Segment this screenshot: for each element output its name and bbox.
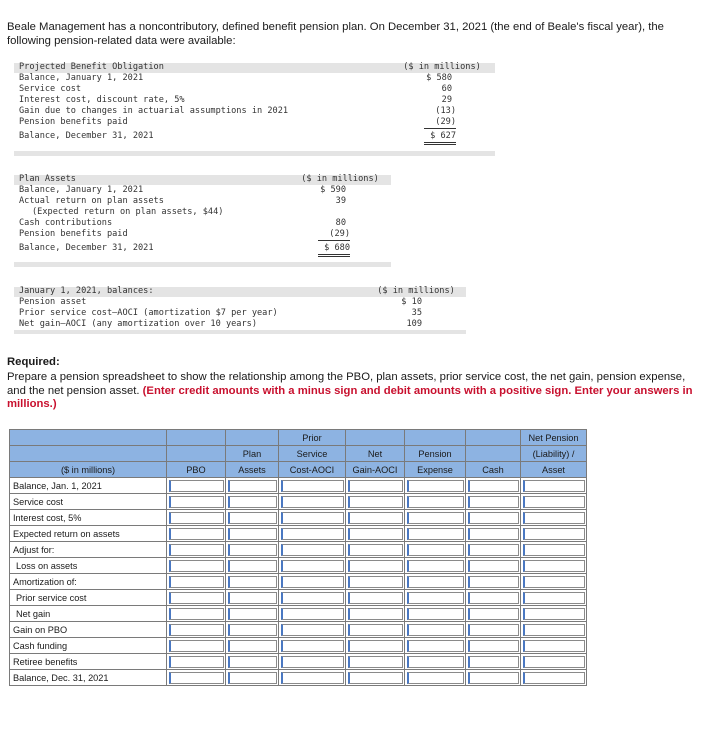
cash-input[interactable] xyxy=(468,640,519,652)
pbo-row-label: Gain due to changes in actuarial assumptions in 2021 xyxy=(19,106,289,116)
assets-value: $ 590 xyxy=(320,185,346,195)
table-row xyxy=(10,526,587,542)
net-pension-asset-input[interactable] xyxy=(523,608,585,620)
assets-row-label: Actual return on plan assets xyxy=(19,196,164,206)
plan-assets-input[interactable] xyxy=(228,560,277,572)
net-pension-asset-input[interactable] xyxy=(523,544,585,556)
required-heading: Required: xyxy=(7,356,60,368)
table-row xyxy=(10,494,587,510)
table-row xyxy=(10,590,587,606)
plan-assets-input[interactable] xyxy=(228,608,277,620)
balances-value: 35 xyxy=(411,308,422,318)
header-row xyxy=(10,462,587,478)
cash-input[interactable] xyxy=(468,608,519,620)
net-pension-asset-input[interactable] xyxy=(523,480,585,492)
balances-row-label: Prior service cost–AOCI (amortization $7 per year) xyxy=(19,308,278,318)
pbo-input[interactable] xyxy=(169,608,224,620)
plan-assets-input[interactable] xyxy=(228,624,277,636)
prior-service-cost-input[interactable] xyxy=(281,560,344,572)
plan-assets-input[interactable] xyxy=(228,640,277,652)
table-row xyxy=(10,654,587,670)
pbo-row-label: Balance, January 1, 2021 xyxy=(19,73,144,83)
col-head-psc-3: Cost-AOCI xyxy=(279,462,346,478)
pbo-input[interactable] xyxy=(169,560,224,572)
pension-expense-input[interactable] xyxy=(407,608,464,620)
pbo-header: ($ in millions) xyxy=(403,62,481,72)
net-pension-asset-input[interactable] xyxy=(523,592,585,604)
table-row xyxy=(10,670,587,686)
assets-row-label: Balance, January 1, 2021 xyxy=(19,185,144,195)
pension-expense-input[interactable] xyxy=(407,528,464,540)
net-pension-asset-input[interactable] xyxy=(523,512,585,524)
pension-expense-input[interactable] xyxy=(407,640,464,652)
assets-row-label: Pension benefits paid xyxy=(19,229,128,239)
row-label: Expected return on assets xyxy=(10,526,167,542)
pbo-value: (29) xyxy=(424,117,456,129)
balances-value: $ 10 xyxy=(401,297,422,307)
plan-assets-input[interactable] xyxy=(228,528,277,540)
pension-expense-input[interactable] xyxy=(407,496,464,508)
required-instructions xyxy=(7,371,697,412)
header-row xyxy=(10,430,587,446)
pension-expense-input[interactable] xyxy=(407,560,464,572)
col-head-netgain-2: Gain-AOCI xyxy=(346,462,405,478)
pbo-row-label: Service cost xyxy=(19,84,82,94)
assets-row-label: Balance, December 31, 2021 xyxy=(19,243,154,253)
net-gain-input[interactable] xyxy=(348,576,403,588)
row-label: Balance, Dec. 31, 2021 xyxy=(10,670,167,686)
col-head-pbo: PBO xyxy=(167,462,226,478)
cash-input[interactable] xyxy=(468,672,519,684)
cash-input[interactable] xyxy=(468,480,519,492)
net-pension-asset-input[interactable] xyxy=(523,528,585,540)
assets-total: $ 680 xyxy=(318,243,350,257)
pbo-input[interactable] xyxy=(169,576,224,588)
table-row xyxy=(10,542,587,558)
balances-header: ($ in millions) xyxy=(377,286,455,296)
cash-input[interactable] xyxy=(468,544,519,556)
plan-assets-input[interactable] xyxy=(228,672,277,684)
pbo-input[interactable] xyxy=(169,640,224,652)
pbo-title: Projected Benefit Obligation xyxy=(19,62,164,72)
table-row xyxy=(10,478,587,494)
pbo-value: (13) xyxy=(435,106,456,116)
pbo-input[interactable] xyxy=(169,496,224,508)
plan-assets-input[interactable] xyxy=(228,496,277,508)
row-label: Retiree benefits xyxy=(10,654,167,670)
col-head-npa-2: (Liability) / xyxy=(521,446,587,462)
pbo-total: $ 627 xyxy=(424,131,456,145)
col-head-expense-1: Pension xyxy=(405,446,466,462)
cash-input[interactable] xyxy=(468,528,519,540)
assets-value: 80 xyxy=(335,218,346,228)
plan-assets-input[interactable] xyxy=(228,512,277,524)
pension-expense-input[interactable] xyxy=(407,512,464,524)
pension-expense-input[interactable] xyxy=(407,656,464,668)
pbo-input[interactable] xyxy=(169,512,224,524)
plan-assets-input[interactable] xyxy=(228,576,277,588)
cash-input[interactable] xyxy=(468,560,519,572)
net-gain-input[interactable] xyxy=(348,656,403,668)
cash-input[interactable] xyxy=(468,592,519,604)
prior-service-cost-input[interactable] xyxy=(281,576,344,588)
pbo-row-label: Pension benefits paid xyxy=(19,117,128,127)
pension-expense-input[interactable] xyxy=(407,544,464,556)
assets-row-label: Cash contributions xyxy=(19,218,113,228)
table-row xyxy=(10,510,587,526)
table-row xyxy=(10,606,587,622)
row-label: Adjust for: xyxy=(10,542,167,558)
pbo-input[interactable] xyxy=(169,656,224,668)
prior-service-cost-input[interactable] xyxy=(281,592,344,604)
plan-assets-input[interactable] xyxy=(228,480,277,492)
pbo-row-label: Interest cost, discount rate, 5% xyxy=(19,95,185,105)
net-gain-input[interactable] xyxy=(348,672,403,684)
balances-value: 109 xyxy=(406,319,422,329)
net-pension-asset-input[interactable] xyxy=(523,672,585,684)
net-gain-input[interactable] xyxy=(348,640,403,652)
prior-service-cost-input[interactable] xyxy=(281,544,344,556)
col-head-expense-2: Expense xyxy=(405,462,466,478)
pension-expense-input[interactable] xyxy=(407,592,464,604)
assets-value: (29) xyxy=(318,229,350,241)
table-row xyxy=(10,622,587,638)
prior-service-cost-input[interactable] xyxy=(281,624,344,636)
pension-spreadsheet xyxy=(9,429,587,686)
prior-service-cost-input[interactable] xyxy=(281,640,344,652)
pbo-input[interactable] xyxy=(169,672,224,684)
pbo-input[interactable] xyxy=(169,592,224,604)
pension-expense-input[interactable] xyxy=(407,672,464,684)
cash-input[interactable] xyxy=(468,512,519,524)
col-head-psc-1: Prior xyxy=(279,430,346,446)
pbo-input[interactable] xyxy=(169,624,224,636)
balances-row-label: Pension asset xyxy=(19,297,87,307)
pension-expense-input[interactable] xyxy=(407,480,464,492)
row-label: Net gain xyxy=(10,606,167,622)
row-label: Service cost xyxy=(10,494,167,510)
col-head-cash: Cash xyxy=(466,462,521,478)
net-gain-input[interactable] xyxy=(348,560,403,572)
plan-assets-input[interactable] xyxy=(228,656,277,668)
row-label: Prior service cost xyxy=(10,590,167,606)
col-head-netgain-1: Net xyxy=(346,446,405,462)
col-head-plan-1: Plan xyxy=(226,446,279,462)
table-row xyxy=(10,558,587,574)
pbo-input[interactable] xyxy=(169,544,224,556)
net-gain-input[interactable] xyxy=(348,624,403,636)
table-row xyxy=(10,638,587,654)
pbo-value: 29 xyxy=(441,95,452,105)
pbo-input[interactable] xyxy=(169,528,224,540)
table-row xyxy=(10,574,587,590)
prior-service-cost-input[interactable] xyxy=(281,656,344,668)
net-pension-asset-input[interactable] xyxy=(523,576,585,588)
plan-assets-input[interactable] xyxy=(228,592,277,604)
pbo-input[interactable] xyxy=(169,480,224,492)
pbo-value: $ 580 xyxy=(426,73,452,83)
net-pension-asset-input[interactable] xyxy=(523,640,585,652)
row-label: Loss on assets xyxy=(10,558,167,574)
prior-service-cost-input[interactable] xyxy=(281,480,344,492)
assets-header: ($ in millions) xyxy=(301,174,379,184)
pension-expense-input[interactable] xyxy=(407,576,464,588)
required-emphasis: (Enter credit amounts with a minus sign and debit amounts with a positive sign. Enter your answers in millions.) xyxy=(7,384,693,410)
cash-input[interactable] xyxy=(468,496,519,508)
header-row xyxy=(10,446,587,462)
prior-service-cost-input[interactable] xyxy=(281,528,344,540)
net-gain-input[interactable] xyxy=(348,528,403,540)
plan-assets-input[interactable] xyxy=(228,544,277,556)
pbo-value: 60 xyxy=(441,84,452,94)
col-head-npa-3: Asset xyxy=(521,462,587,478)
row-label: Interest cost, 5% xyxy=(10,510,167,526)
col-head-corner: ($ in millions) xyxy=(10,462,167,478)
required-text: Prepare a pension spreadsheet to show the relationship among the PBO, plan assets, prior service cost, the net gain, pension expense, and the net pension asset. xyxy=(7,371,686,397)
balances-title: January 1, 2021, balances: xyxy=(19,286,154,296)
prior-service-cost-input[interactable] xyxy=(281,608,344,620)
row-label: Amortization of: xyxy=(10,574,167,590)
col-head-npa-1: Net Pension xyxy=(521,430,587,446)
net-gain-input[interactable] xyxy=(348,608,403,620)
net-gain-input[interactable] xyxy=(348,592,403,604)
prior-service-cost-input[interactable] xyxy=(281,512,344,524)
pbo-row-label: Balance, December 31, 2021 xyxy=(19,131,154,141)
problem-intro: Beale Management has a noncontributory, defined benefit pension plan. On December 31, 2021 (the end of Beale's fiscal year), the following pension-related data were available: xyxy=(7,21,664,47)
prior-service-cost-input[interactable] xyxy=(281,672,344,684)
prior-service-cost-input[interactable] xyxy=(281,496,344,508)
net-pension-asset-input[interactable] xyxy=(523,496,585,508)
net-pension-asset-input[interactable] xyxy=(523,560,585,572)
col-head-psc-2: Service xyxy=(279,446,346,462)
net-gain-input[interactable] xyxy=(348,480,403,492)
cash-input[interactable] xyxy=(468,656,519,668)
pension-expense-input[interactable] xyxy=(407,624,464,636)
net-pension-asset-input[interactable] xyxy=(523,656,585,668)
col-head-plan-2: Assets xyxy=(226,462,279,478)
row-label: Balance, Jan. 1, 2021 xyxy=(10,478,167,494)
assets-value: 39 xyxy=(335,196,346,206)
net-gain-input[interactable] xyxy=(348,496,403,508)
row-label: Gain on PBO xyxy=(10,622,167,638)
cash-input[interactable] xyxy=(468,624,519,636)
net-gain-input[interactable] xyxy=(348,544,403,556)
assets-row-label: (Expected return on plan assets, $44) xyxy=(32,207,224,217)
row-label: Cash funding xyxy=(10,638,167,654)
cash-input[interactable] xyxy=(468,576,519,588)
balances-row-label: Net gain–AOCI (any amortization over 10 years) xyxy=(19,319,257,329)
net-gain-input[interactable] xyxy=(348,512,403,524)
assets-title: Plan Assets xyxy=(19,174,76,184)
net-pension-asset-input[interactable] xyxy=(523,624,585,636)
